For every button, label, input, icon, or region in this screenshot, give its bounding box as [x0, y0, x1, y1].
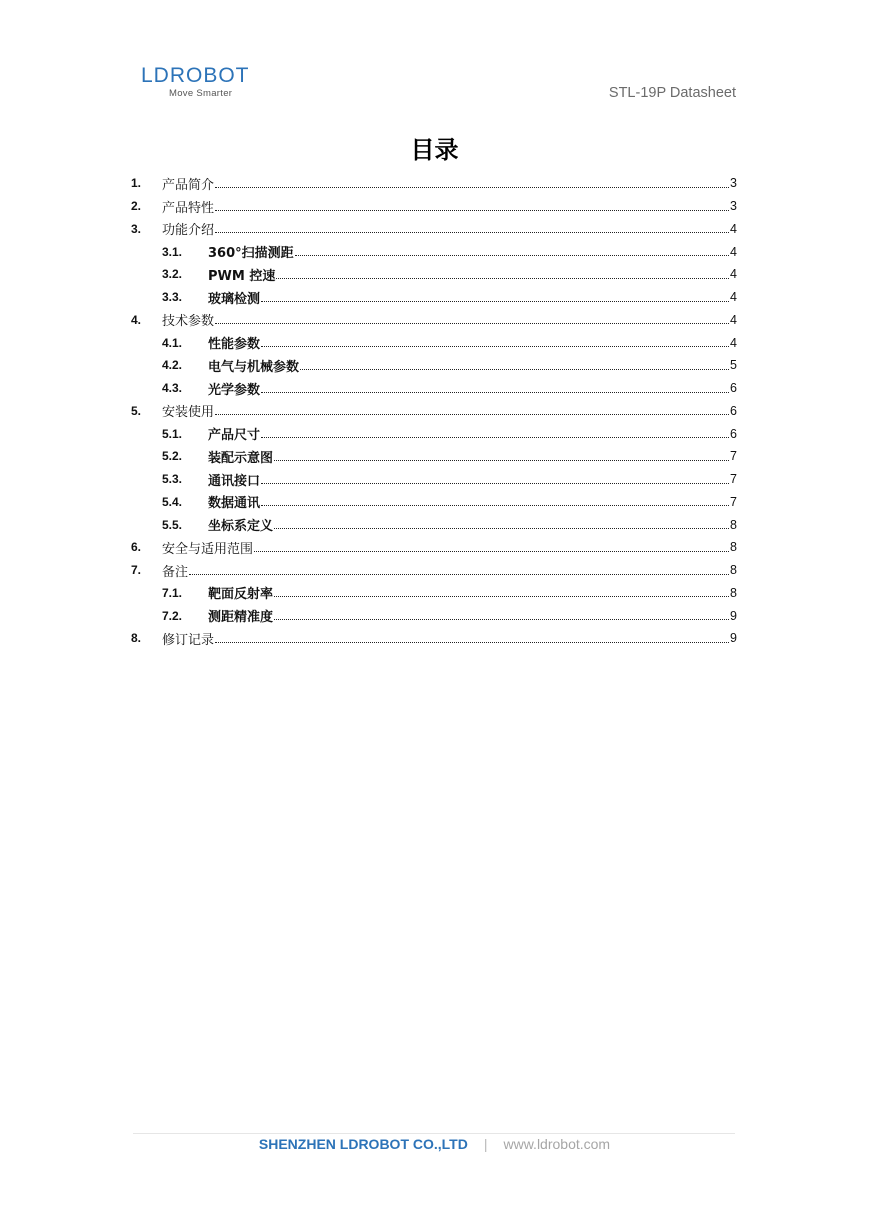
toc-entry-title: 电气与机械参数 [208, 359, 300, 375]
toc-entry-page: 6 [730, 403, 737, 418]
toc-entry-title: PWM 控速 [208, 268, 276, 284]
toc-entry-title: 性能参数 [208, 337, 261, 353]
table-of-contents [131, 172, 737, 650]
footer-divider [133, 1133, 735, 1134]
toc-entry[interactable] [131, 195, 737, 218]
toc-entry[interactable] [131, 627, 737, 650]
toc-entry[interactable] [131, 536, 737, 559]
toc-entry-title: 功能介绍 [162, 223, 215, 239]
toc-entry-page: 9 [730, 631, 737, 646]
dot-leader [261, 483, 729, 484]
toc-entry-title: 备注 [162, 564, 189, 580]
footer-separator: | [483, 1136, 488, 1152]
toc-entry-title: 玻璃检测 [208, 291, 261, 307]
toc-heading: 目录 [410, 136, 459, 164]
toc-entry-number: 5.3. [162, 472, 183, 487]
dot-leader [276, 278, 729, 279]
toc-subentry[interactable] [131, 331, 737, 354]
toc-subentry[interactable] [131, 354, 737, 377]
company-logo [141, 64, 281, 104]
toc-entry-page: 4 [730, 221, 737, 236]
toc-entry-number: 3. [131, 221, 142, 236]
toc-entry-page: 9 [730, 608, 737, 623]
toc-entry-title: 技术参数 [162, 314, 215, 330]
toc-entry-number: 4.1. [162, 335, 183, 350]
page-footer [0, 1136, 869, 1152]
toc-entry-page: 4 [730, 335, 737, 350]
toc-entry-page: 6 [730, 426, 737, 441]
footer-company: SHENZHEN LDROBOT CO.,LTD [258, 1136, 468, 1152]
toc-entry-page: 8 [730, 563, 737, 578]
toc-subentry[interactable] [131, 513, 737, 536]
toc-subentry[interactable] [131, 286, 737, 309]
toc-entry-number: 7.2. [162, 608, 183, 623]
toc-entry[interactable] [131, 172, 737, 195]
toc-entry-page: 8 [730, 540, 737, 555]
toc-subentry[interactable] [131, 491, 737, 514]
toc-entry-title: 通讯接口 [208, 473, 261, 489]
dot-leader [254, 551, 729, 552]
toc-entry-title: 光学参数 [208, 382, 261, 398]
toc-entry-page: 7 [730, 449, 737, 464]
dot-leader [261, 392, 729, 393]
toc-entry-page: 4 [730, 312, 737, 327]
toc-entry-title: 修订记录 [162, 632, 215, 648]
dot-leader [261, 505, 729, 506]
toc-entry[interactable] [131, 309, 737, 332]
toc-entry[interactable] [131, 559, 737, 582]
toc-entry-page: 3 [730, 199, 737, 214]
toc-entry-title: 数据通讯 [208, 496, 261, 512]
toc-entry-title: 装配示意图 [208, 450, 274, 466]
toc-entry-title: 产品特性 [162, 200, 215, 216]
toc-subentry[interactable] [131, 468, 737, 491]
toc-entry-number: 5. [131, 403, 142, 418]
toc-entry-number: 8. [131, 631, 142, 646]
toc-entry-number: 1. [131, 176, 142, 191]
toc-entry-number: 4.3. [162, 381, 183, 396]
footer-website-link[interactable]: www.ldrobot.com [503, 1136, 611, 1152]
toc-entry-title: 产品尺寸 [208, 428, 261, 444]
dot-leader [295, 255, 729, 256]
dot-leader [261, 346, 729, 347]
toc-entry-number: 5.1. [162, 426, 183, 441]
toc-entry-number: 6. [131, 540, 142, 555]
toc-subentry[interactable] [131, 240, 737, 263]
dot-leader [274, 619, 729, 620]
dot-leader [215, 187, 729, 188]
toc-subentry[interactable] [131, 263, 737, 286]
dot-leader [261, 437, 729, 438]
toc-entry-page: 7 [730, 494, 737, 509]
logo-text: LDROBOT [141, 64, 250, 87]
dot-leader [215, 323, 729, 324]
toc-entry-page: 8 [730, 585, 737, 600]
toc-entry-number: 5.5. [162, 517, 183, 532]
toc-entry-page: 6 [730, 381, 737, 396]
toc-entry-title: 产品简介 [162, 177, 215, 193]
toc-entry-number: 2. [131, 199, 142, 214]
toc-entry-page: 4 [730, 244, 737, 259]
toc-entry[interactable] [131, 218, 737, 241]
toc-entry-page: 7 [730, 472, 737, 487]
toc-subentry[interactable] [131, 445, 737, 468]
toc-entry-page: 5 [730, 358, 737, 373]
dot-leader [215, 232, 729, 233]
logo-slogan: Move Smarter [169, 88, 233, 99]
toc-entry-title: 安装使用 [162, 405, 215, 421]
toc-subentry[interactable] [131, 377, 737, 400]
dot-leader [274, 460, 729, 461]
document-label: STL-19P Datasheet [608, 85, 736, 101]
toc-entry-number: 3.2. [162, 267, 183, 282]
toc-entry-page: 8 [730, 517, 737, 532]
toc-entry-number: 3.3. [162, 290, 183, 305]
dot-leader [215, 642, 729, 643]
toc-subentry[interactable] [131, 422, 737, 445]
dot-leader [274, 596, 729, 597]
toc-entry-title: 坐标系定义 [208, 519, 274, 535]
toc-entry-number: 7.1. [162, 585, 183, 600]
dot-leader [215, 210, 729, 211]
dot-leader [300, 369, 729, 370]
toc-entry-page: 4 [730, 290, 737, 305]
toc-entry-number: 4. [131, 312, 142, 327]
dot-leader [215, 414, 729, 415]
toc-entry-number: 3.1. [162, 244, 183, 259]
toc-entry-page: 3 [730, 176, 737, 191]
toc-entry-title: 靶面反射率 [208, 587, 274, 603]
dot-leader [189, 574, 729, 575]
toc-subentry[interactable] [131, 604, 737, 627]
dot-leader [274, 528, 729, 529]
toc-entry-number: 4.2. [162, 358, 183, 373]
toc-entry-title: 测距精准度 [208, 610, 274, 626]
toc-entry-number: 7. [131, 563, 142, 578]
toc-entry-number: 5.2. [162, 449, 183, 464]
toc-entry[interactable] [131, 400, 737, 423]
dot-leader [261, 301, 729, 302]
toc-entry-title: 360°扫描测距 [208, 246, 294, 262]
toc-entry-title: 安全与适用范围 [162, 541, 254, 557]
toc-entry-number: 5.4. [162, 494, 183, 509]
toc-subentry[interactable] [131, 582, 737, 605]
toc-entry-page: 4 [730, 267, 737, 282]
